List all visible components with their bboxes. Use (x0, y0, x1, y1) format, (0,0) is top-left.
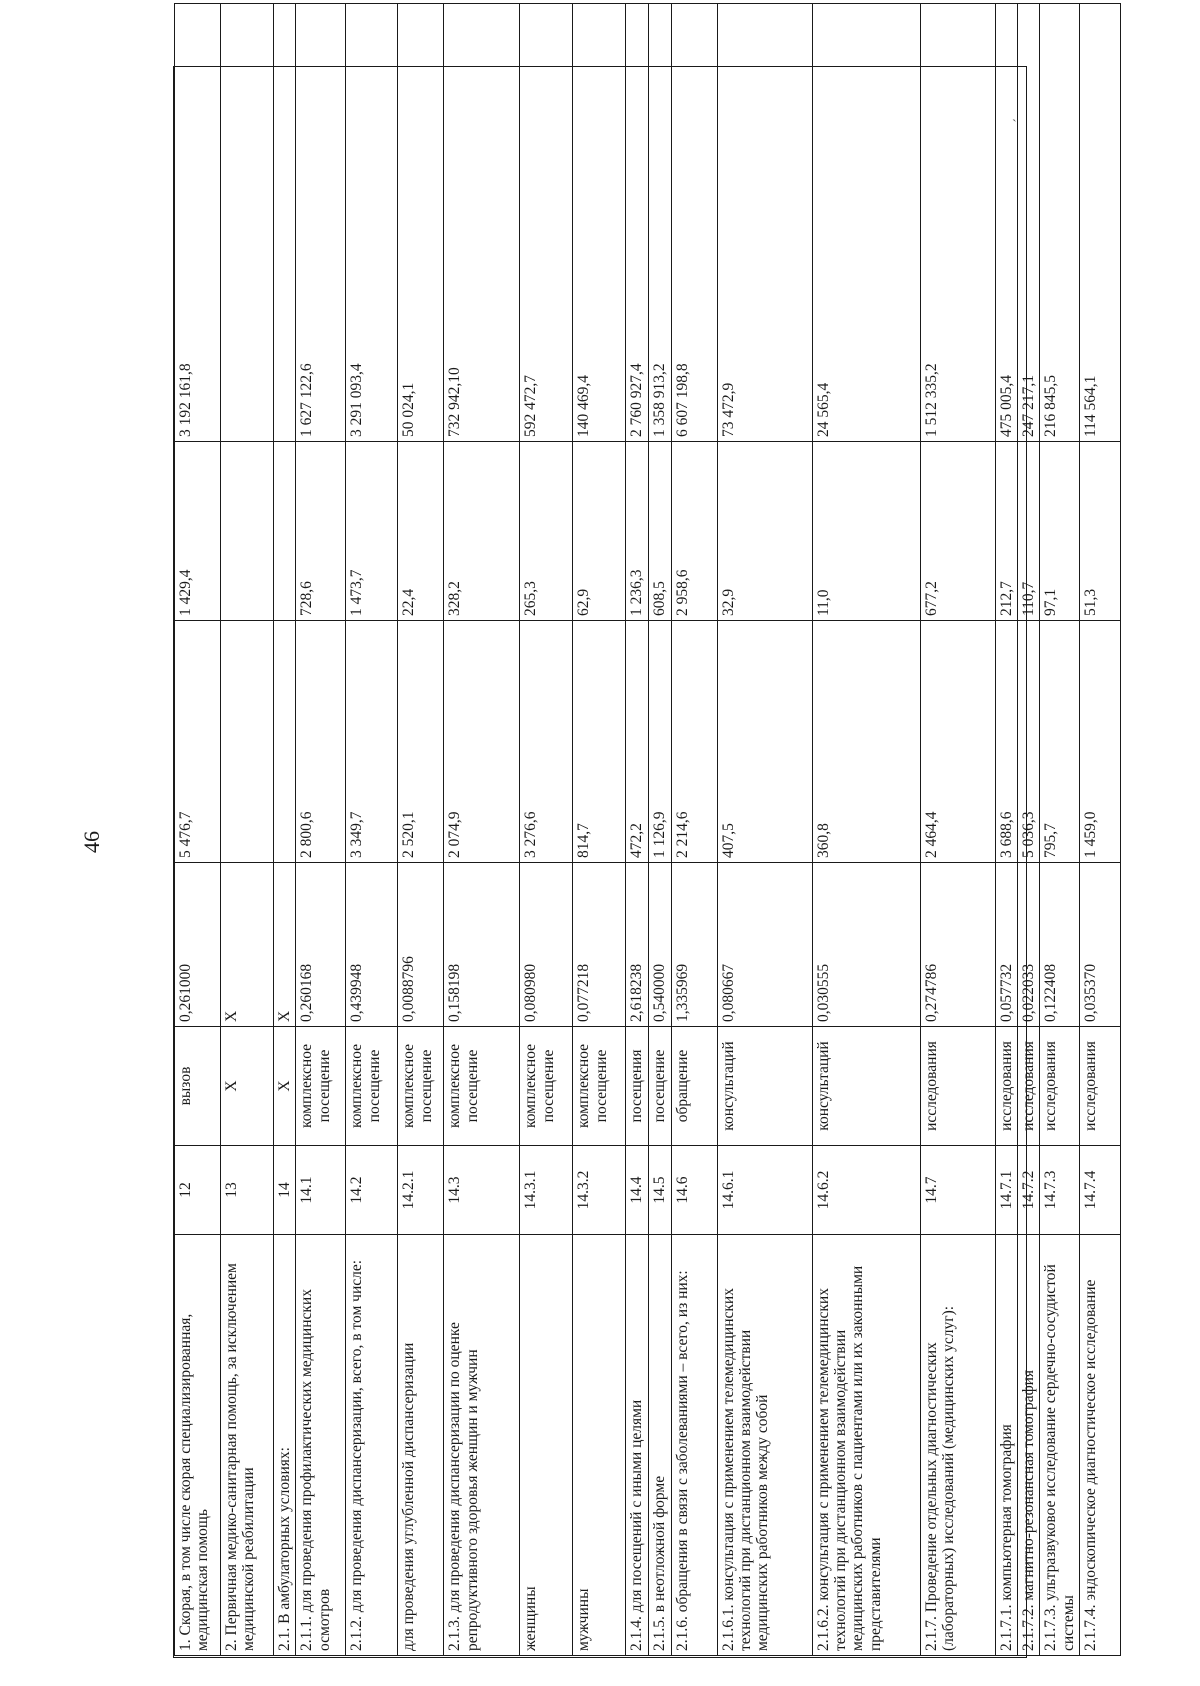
cell-cost: 5 476,7 (175, 621, 221, 863)
cell-unit: комплексное посещение (444, 1027, 520, 1146)
table-row (1018, 4, 1040, 1656)
cell-norm: 0,080667 (717, 863, 812, 1027)
cell-cost: 795,7 (1040, 621, 1080, 863)
cell-name: 2.1.6. обращения в связи с заболеваниями – всего, из них: (671, 1235, 717, 1656)
cell-fin: 1 429,4 (175, 442, 221, 621)
table-row (346, 4, 398, 1656)
cell-total: 1 627 122,6 (296, 4, 346, 442)
cell-name: 2.1.7.2. магнитно-резонансная томография (1018, 1235, 1040, 1656)
cell-total (274, 4, 296, 442)
cell-cost: 1 459,0 (1080, 621, 1121, 863)
cell-total: 2 760 927,4 (626, 4, 649, 442)
cell-fin: 265,3 (520, 442, 573, 621)
cell-code: 14.7.4 (1080, 1146, 1121, 1235)
cell-fin: 212,7 (995, 442, 1017, 621)
cell-unit: X (221, 1027, 274, 1146)
cell-total: 1 358 913,2 (649, 4, 671, 442)
cell-cost: 3 276,6 (520, 621, 573, 863)
cell-cost: 2 464,4 (920, 621, 995, 863)
cell-code: 14.4 (626, 1146, 649, 1235)
cell-fin: 51,3 (1080, 442, 1121, 621)
cell-cost: 2 214,6 (671, 621, 717, 863)
cell-cost: 814,7 (573, 621, 626, 863)
cell-cost: 3 349,7 (346, 621, 398, 863)
cell-norm: 0,080980 (520, 863, 573, 1027)
cell-code: 14.7.2 (1018, 1146, 1040, 1235)
cell-total: 73 472,9 (717, 4, 812, 442)
cell-norm: 0,057732 (995, 863, 1017, 1027)
cell-code: 14.5 (649, 1146, 671, 1235)
cell-cost: 2 520,1 (398, 621, 444, 863)
cell-cost: 3 688,6 (995, 621, 1017, 863)
cell-norm: 2,618238 (626, 863, 649, 1027)
cell-name: 2.1.4. для посещений с иными целями (626, 1235, 649, 1656)
cell-unit: исследования (1080, 1027, 1121, 1146)
cell-total: 140 469,4 (573, 4, 626, 442)
cell-unit: консультаций (812, 1027, 920, 1146)
cell-norm: 0,260168 (296, 863, 346, 1027)
cell-code: 14.7.3 (1040, 1146, 1080, 1235)
cell-norm: 0,261000 (175, 863, 221, 1027)
cell-norm: 0,022033 (1018, 863, 1040, 1027)
cell-code: 14.6.2 (812, 1146, 920, 1235)
cell-norm: 0,0088796 (398, 863, 444, 1027)
cell-name: 2.1. В амбулаторных условиях: (274, 1235, 296, 1656)
scan-mark: ` (1012, 118, 1017, 133)
cell-code: 14.7.1 (995, 1146, 1017, 1235)
cell-unit: исследования (995, 1027, 1017, 1146)
cell-total (221, 4, 274, 442)
cell-name: для проведения углубленной диспансеризации (398, 1235, 444, 1656)
cell-norm: 0,439948 (346, 863, 398, 1027)
cell-code: 14.6.1 (717, 1146, 812, 1235)
cell-norm: 0,122408 (1040, 863, 1080, 1027)
table-row (671, 4, 717, 1656)
cell-name: 2.1.3. для проведения диспансеризации по оценке репродуктивного здоровья женщин и мужчин (444, 1235, 520, 1656)
cell-code: 14.3.1 (520, 1146, 573, 1235)
cell-norm: 0,158198 (444, 863, 520, 1027)
page-number: 46 (79, 831, 104, 853)
table-row (296, 4, 346, 1656)
cell-fin: 328,2 (444, 442, 520, 621)
cell-unit: исследования (920, 1027, 995, 1146)
cell-unit: вызов (175, 1027, 221, 1146)
table-row (520, 4, 573, 1656)
cell-unit: X (274, 1027, 296, 1146)
cell-code: 14.2 (346, 1146, 398, 1235)
table-row (649, 4, 671, 1656)
cell-unit: комплексное посещение (573, 1027, 626, 1146)
cell-unit: обращение (671, 1027, 717, 1146)
cell-norm: X (221, 863, 274, 1027)
cell-total: 50 024,1 (398, 4, 444, 442)
cell-name: 2.1.7.1. компьютерная томография (995, 1235, 1017, 1656)
table-row (175, 4, 221, 1656)
cell-unit: исследования (1018, 1027, 1040, 1146)
table-row (444, 4, 520, 1656)
cell-unit: исследования (1040, 1027, 1080, 1146)
cell-total: 3 291 093,4 (346, 4, 398, 442)
table-row (1040, 4, 1080, 1656)
cell-code: 14 (274, 1146, 296, 1235)
cell-code: 14.3.2 (573, 1146, 626, 1235)
cell-total: 475 005,4 (995, 4, 1017, 442)
cell-cost: 360,8 (812, 621, 920, 863)
cell-name: 1. Скорая, в том числе скорая специализированная, медицинская помощь (175, 1235, 221, 1656)
cell-fin: 608,5 (649, 442, 671, 621)
cell-cost: 472,2 (626, 621, 649, 863)
table-row (812, 4, 920, 1656)
cell-unit: комплексное посещение (296, 1027, 346, 1146)
tariff-table (174, 3, 1121, 1656)
table-row (398, 4, 444, 1656)
cell-unit: комплексное посещение (520, 1027, 573, 1146)
table-row (221, 4, 274, 1656)
cell-norm: 0,030555 (812, 863, 920, 1027)
cell-name: 2.1.5. в неотложной форме (649, 1235, 671, 1656)
table-row (573, 4, 626, 1656)
cell-fin: 2 958,6 (671, 442, 717, 621)
cell-fin: 97,1 (1040, 442, 1080, 621)
table-row (920, 4, 995, 1656)
cell-unit: посещения (626, 1027, 649, 1146)
cell-total: 592 472,7 (520, 4, 573, 442)
cell-cost: 2 074,9 (444, 621, 520, 863)
cell-code: 14.1 (296, 1146, 346, 1235)
cell-unit: комплексное посещение (398, 1027, 444, 1146)
cell-total: 114 564,1 (1080, 4, 1121, 442)
cell-name: 2.1.7. Проведение отдельных диагностических (лабораторных) исследований (медицинских услуг): (920, 1235, 995, 1656)
cell-unit: комплексное посещение (346, 1027, 398, 1146)
cell-total: 6 607 198,8 (671, 4, 717, 442)
cell-fin: 11,0 (812, 442, 920, 621)
cell-name: 2. Первичная медико-санитарная помощь, за исключением медицинской реабилитации (221, 1235, 274, 1656)
cell-fin: 22,4 (398, 442, 444, 621)
cell-cost (274, 621, 296, 863)
cell-name: женщины (520, 1235, 573, 1656)
cell-total: 732 942,10 (444, 4, 520, 442)
cell-code: 13 (221, 1146, 274, 1235)
cell-code: 14.6 (671, 1146, 717, 1235)
cell-fin: 1 473,7 (346, 442, 398, 621)
cell-code: 14.3 (444, 1146, 520, 1235)
cell-name: 2.1.7.3. ультразвуковое исследование сердечно-сосудистой системы (1040, 1235, 1080, 1656)
cell-norm: X (274, 863, 296, 1027)
cell-norm: 0,274786 (920, 863, 995, 1027)
cell-name: 2.1.6.2. консультация с применением телемедицинских технологий при дистанционном взаимодействии медицинских работников с пациентами или их законными представителями (812, 1235, 920, 1656)
cell-norm: 0,035370 (1080, 863, 1121, 1027)
cell-cost: 1 126,9 (649, 621, 671, 863)
cell-name: мужчины (573, 1235, 626, 1656)
cell-total: 216 845,5 (1040, 4, 1080, 442)
cell-fin: 62,9 (573, 442, 626, 621)
cell-norm: 0,077218 (573, 863, 626, 1027)
cell-cost (221, 621, 274, 863)
cell-fin: 32,9 (717, 442, 812, 621)
cell-total: 1 512 335,2 (920, 4, 995, 442)
cell-cost: 2 800,6 (296, 621, 346, 863)
cell-fin: 1 236,3 (626, 442, 649, 621)
cell-cost: 407,5 (717, 621, 812, 863)
cell-name: 2.1.1. для проведения профилактических медицинских осмотров (296, 1235, 346, 1656)
cell-fin (221, 442, 274, 621)
cell-fin: 677,2 (920, 442, 995, 621)
cell-total: 247 217,1 (1018, 4, 1040, 442)
cell-norm: 1,335969 (671, 863, 717, 1027)
cell-name: 2.1.2. для проведения диспансеризации, всего, в том числе: (346, 1235, 398, 1656)
cell-code: 12 (175, 1146, 221, 1235)
cell-cost: 5 036,3 (1018, 621, 1040, 863)
cell-code: 14.7 (920, 1146, 995, 1235)
cell-norm: 0,540000 (649, 863, 671, 1027)
table-row (995, 4, 1017, 1656)
cell-name: 2.1.7.4. эндоскопическое диагностическое исследование (1080, 1235, 1121, 1656)
table-row (274, 4, 296, 1656)
cell-unit: посещение (649, 1027, 671, 1146)
cell-name: 2.1.6.1. консультация с применением телемедицинских технологий при дистанционном взаимодействии медицинских работников между собой (717, 1235, 812, 1656)
cell-code: 14.2.1 (398, 1146, 444, 1235)
tariff-table-frame (173, 66, 1100, 1658)
table-row (626, 4, 649, 1656)
table-row (1080, 4, 1121, 1656)
cell-fin (274, 442, 296, 621)
table-body (175, 4, 1121, 1656)
cell-unit: консультаций (717, 1027, 812, 1146)
cell-total: 3 192 161,8 (175, 4, 221, 442)
cell-fin: 110,7 (1018, 442, 1040, 621)
cell-total: 24 565,4 (812, 4, 920, 442)
table-row (717, 4, 812, 1656)
cell-fin: 728,6 (296, 442, 346, 621)
